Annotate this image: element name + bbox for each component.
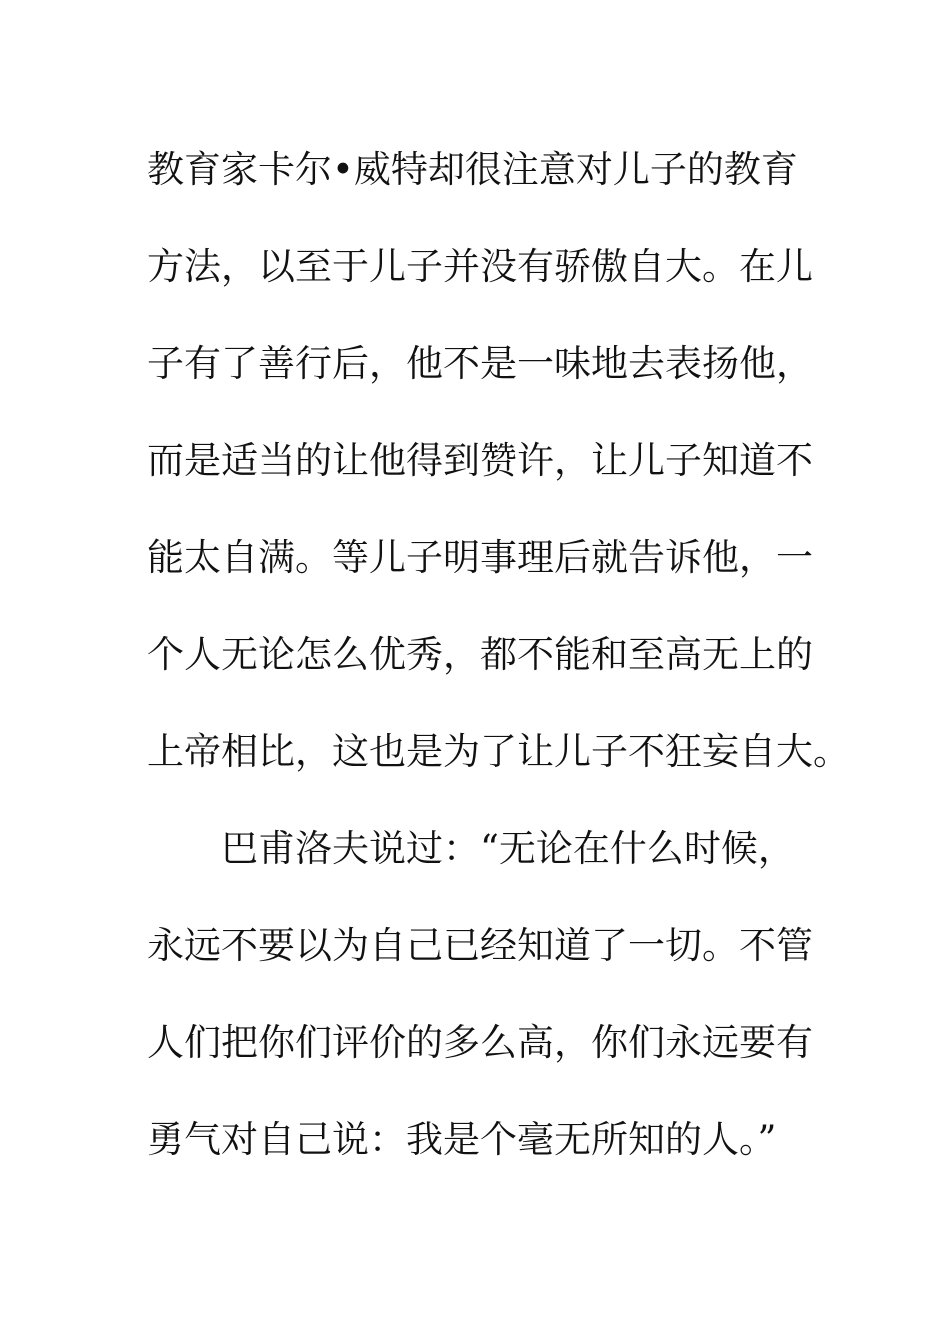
text-line: 上帝相比，这也是为了让儿子不狂妄自大。	[147, 730, 850, 773]
text-line: 教育家卡尔•威特却很注意对儿子的教育	[147, 148, 798, 191]
text-line: 方法，以至于儿子并没有骄傲自大。在儿	[147, 245, 813, 288]
text-line: 子有了善行后，他不是一味地去表扬他，	[147, 342, 813, 385]
text-line: 个人无论怎么优秀，都不能和至高无上的	[147, 633, 813, 676]
paragraph-start-line: 巴甫洛夫说过：“无论在什么时候，	[221, 827, 795, 870]
text-line: 能太自满。等儿子明事理后就告诉他，一	[147, 536, 813, 579]
text-line: 勇气对自己说：我是个毫无所知的人。”	[147, 1118, 777, 1161]
text-line: 而是适当的让他得到赞许，让儿子知道不	[147, 439, 813, 482]
text-line: 永远不要以为自己已经知道了一切。不管	[147, 924, 813, 967]
text-line: 人们把你们评价的多么高，你们永远要有	[147, 1021, 813, 1064]
body-text	[147, 121, 850, 1188]
